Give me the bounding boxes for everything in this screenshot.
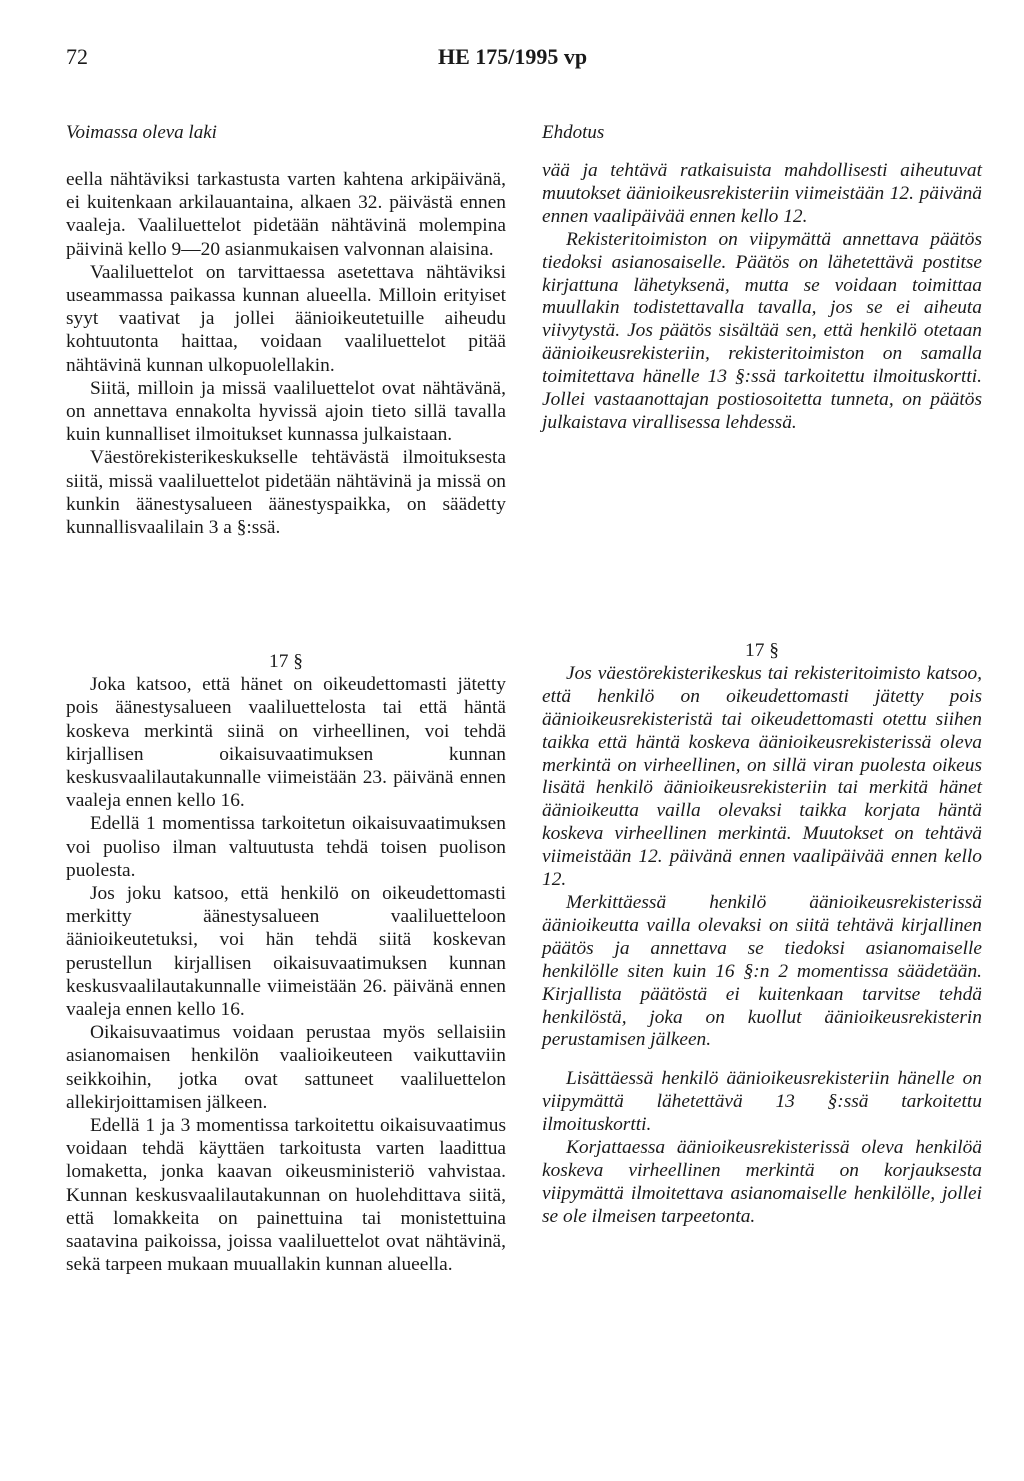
paragraph: Korjattaessa äänioikeusrekisterissä oleva henkilöä koskeva virheellinen merkintä on korjauksesta viipymättä ilmoitettava asianomaiselle henkilölle, jollei se ole ilmeisen tarpeetonta.	[542, 1137, 982, 1227]
current-law-section-17	[66, 650, 506, 1276]
paragraph: Jos väestörekisterikeskus tai rekisteritoimisto katsoo, että henkilö on oikeudettomasti jätetty pois äänioikeusrekisteristä tai oikeudettomasti otettu siihen taikka että häntä koskeva äänioikeusrekisterissä oleva merkintä on virheellinen, on sillä viran puolesta oikeus lisätä henkilö äänioikeusrekisteriin tai merkitä hänet äänioikeutta vailla olevaksi taikka korjata häntä koskeva virheellinen merkintä. Muutokset on tehtävä viimeistään 12. päivänä ennen vaalipäivää ennen kello 12.	[542, 662, 982, 891]
proposal-section-17	[542, 640, 982, 1229]
paragraph: Merkittäessä henkilö äänioikeusrekisterissä äänioikeutta vailla olevaksi on siitä tehtävä kirjallinen päätös ja annettava se tiedoksi asianomaiselle henkilölle siten kuin 16 §:n 2 momentissa säädetään. Kirjallista päätöstä ei kuitenkaan tarvitse tehdä henkilöstä, joka on kuollut äänioikeusrekisterin perustamisen jälkeen.	[542, 891, 982, 1051]
paragraph: Jos joku katsoo, että henkilö on oikeudettomasti merkitty äänestysalueen vaaliluetteloon äänioikeutetuksi, voi hän tehdä siitä koskevan perustellun kirjallisen oikaisuvaatimuksen kunnan keskusvaalilautakunnalle viimeistään 26. päivänä ennen vaaleja ennen kello 16.	[66, 883, 506, 1021]
paragraph: vää ja tehtävä ratkaisuista mahdollisesti aiheutuvat muutokset äänioikeusrekisteriin viimeistään 12. päivänä ennen vaalipäivää ennen kello 12.	[542, 160, 982, 227]
proposal-text-top	[542, 160, 982, 435]
paragraph: Lisättäessä henkilö äänioikeusrekisteriin hänelle on viipymättä lähetettävä 13 §:ssä tarkoitettu ilmoituskortti.	[542, 1068, 982, 1136]
section-number: 17 §	[745, 640, 779, 661]
current-law-text-top	[66, 168, 506, 539]
spacer	[542, 1052, 982, 1068]
paragraph: Vaaliluettelot on tarvittaessa asetettava nähtäviksi useammassa paikassa kunnan alueella. Milloin erityiset syyt vaativat ja jollei äänioikeutetuille aiheudu kohtuutonta haittaa, voidaan vaaliluettelot pitää nähtävinä kunnan ulkopuolellakin.	[66, 261, 506, 376]
paragraph: eella nähtäviksi tarkastusta varten kahtena arkipäivänä, ei kuitenkaan arkilauantaina, alkaen 32. päivästä ennen vaaleja. Vaaliluettelot pidetään nähtävinä molempina päivinä kello 9—20 asianmukaisen valvonnan alaisina.	[66, 169, 506, 260]
left-column-heading: Voimassa oleva laki	[66, 122, 217, 143]
right-column-heading: Ehdotus	[542, 122, 605, 143]
section-number: 17 §	[269, 651, 303, 672]
paragraph: Joka katsoo, että hänet on oikeudettomasti jätetty pois äänestysalueen vaaliluettelosta tai että häntä koskeva merkintä siinä on virheellinen, voi tehdä kirjallisen oikaisuvaatimuksen kunnan keskusvaalilautakunnalle viimeistään 23. päivänä ennen vaaleja ennen kello 16.	[66, 674, 506, 812]
paragraph: Väestörekisterikeskukselle tehtävästä ilmoituksesta siitä, missä vaaliluettelot pidetään nähtävinä ja missä on kunkin äänestysalueen äänestyspaikka, on säädetty kunnallisvaalilain 3 a §:ssä.	[66, 447, 506, 539]
paragraph: Edellä 1 momentissa tarkoitetun oikaisuvaatimuksen voi puoliso ilman valtuutusta tehdä toisen puolison puolesta.	[66, 813, 506, 881]
paragraph: Siitä, milloin ja missä vaaliluettelot ovat nähtävänä, on annettava ennakolta hyvissä ajoin tieto sillä tavalla kuin kunnalliset ilmoitukset kunnassa julkaistaan.	[66, 377, 506, 446]
running-head: HE 175/1995 vp	[438, 44, 588, 69]
paragraph: Rekisteritoimiston on viipymättä annettava päätös tiedoksi asianosaiselle. Päätös on lähetettävä postitse kirjattuna lähetyksenä, mutta se voidaan toimittaa muullakin todistettavalla tavalla, jos se ei aiheuta viivytystä. Jos päätös sisältää sen, että henkilö otetaan äänioikeusrekisteriin, rekisteritoimiston on samalla toimitettava hänelle 13 §:ssä tarkoitettu ilmoituskortti. Jollei vastaanottajan postiosoitetta tunneta, on päätös julkaistava virallisessa lehdessä.	[542, 228, 982, 433]
paragraph: Oikaisuvaatimus voidaan perustaa myös sellaisiin asianomaisen henkilön vaalioikeuteen vaikuttaviin seikkoihin, jotka ovat sattuneet vaaliluettelon allekirjoittamisen jälkeen.	[66, 1022, 506, 1113]
paragraph: Edellä 1 ja 3 momentissa tarkoitettu oikaisuvaatimus voidaan tehdä käyttäen tarkoitusta varten laadittua lomaketta, jonka kaavan oikeusministeriö vahvistaa. Kunnan keskusvaalilautakunnan on huolehdittava siitä, että lomakkeita on painettuina tai monistettuina saatavina paikoissa, joissa vaaliluettelot ovat nähtävinä, sekä tarpeen mukaan muuallakin kunnan alueella.	[66, 1115, 506, 1276]
page-number: 72	[66, 44, 88, 69]
